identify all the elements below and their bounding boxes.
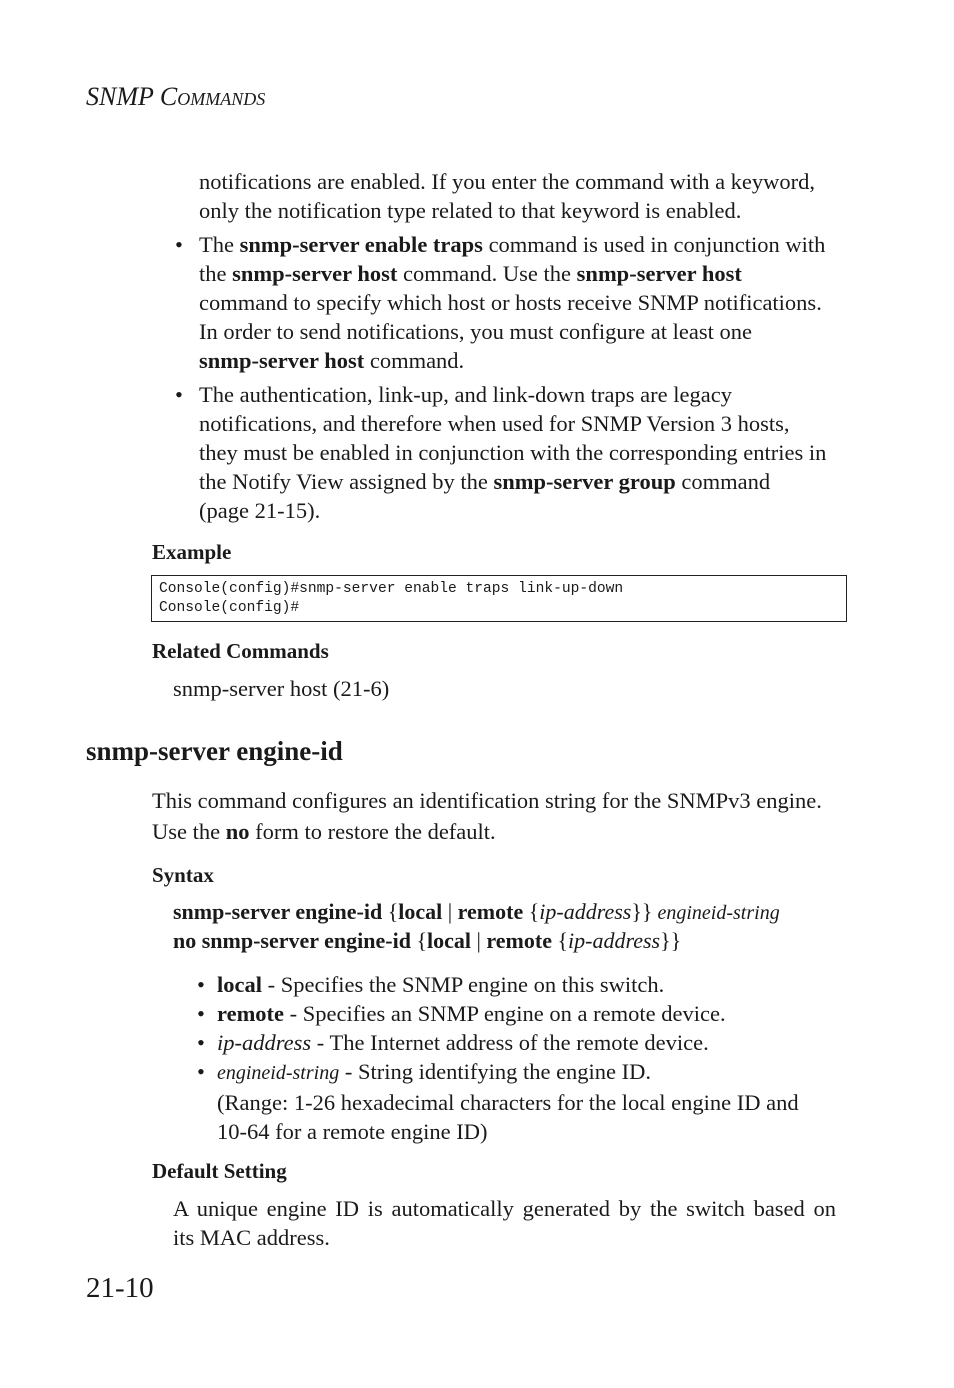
bullet-marker: • — [197, 972, 205, 997]
syntax-heading: Syntax — [152, 863, 214, 887]
example-heading: Example — [152, 540, 232, 564]
default-setting-heading: Default Setting — [152, 1159, 287, 1183]
bullet-item-legacy-traps: The authentication, link-up, and link-down traps are legacy notifications, and therefore when used for SNMP Version 3 hosts, they must be enabled in conjunction with the corresponding entries in the Notify View assigned by the snmp-server group command (page 21-15). — [199, 382, 827, 523]
param-ip-address: ip-address - The Internet address of the remote device. — [217, 1030, 709, 1055]
param-remote: remote - Specifies an SNMP engine on a remote device. — [217, 1001, 726, 1026]
param-local: local - Specifies the SNMP engine on this switch. — [217, 972, 665, 997]
bullet-marker: • — [197, 1059, 205, 1084]
section-title: snmp-server engine-id — [86, 736, 343, 766]
syntax-line-no: no snmp-server engine-id {local | remote {ip-address}} — [173, 928, 682, 953]
related-command-link[interactable]: snmp-server host (21-6) — [173, 676, 390, 701]
bullet-marker: • — [175, 382, 183, 407]
default-setting-text: A unique engine ID is automatically generated by the switch based on its MAC address. — [173, 1196, 836, 1250]
bullet-marker: • — [175, 232, 183, 257]
syntax-line-set: snmp-server engine-id {local | remote {ip-address}} engineid-string — [173, 899, 780, 924]
bullet-marker: • — [197, 1001, 205, 1026]
example-code-block: Console(config)#snmp-server enable traps link-up-down Console(config)# — [151, 575, 847, 622]
running-header: SNMP COMMANDS — [86, 82, 266, 111]
param-engineid-string: engineid-string - String identifying the engine ID. (Range: 1-26 hexadecimal characters for the local engine ID and 10-64 for a remote engine ID) — [217, 1059, 799, 1144]
bullet-item-traps: The snmp-server enable traps command is used in conjunction with the snmp-server host command. Use the snmp-server host command to specify which host or hosts receive SNMP notifications. In order to send notifications, you must configure at least one snmp-server host command. — [199, 232, 826, 373]
bullet-marker: • — [197, 1030, 205, 1055]
command-description: This command configures an identification string for the SNMPv3 engine. Use the no form to restore the default. — [152, 788, 822, 844]
page-number: 21-10 — [86, 1272, 154, 1304]
intro-paragraph: notifications are enabled. If you enter the command with a keyword, only the notification type related to that keyword is enabled. — [199, 169, 816, 223]
related-commands-heading: Related Commands — [152, 639, 329, 663]
